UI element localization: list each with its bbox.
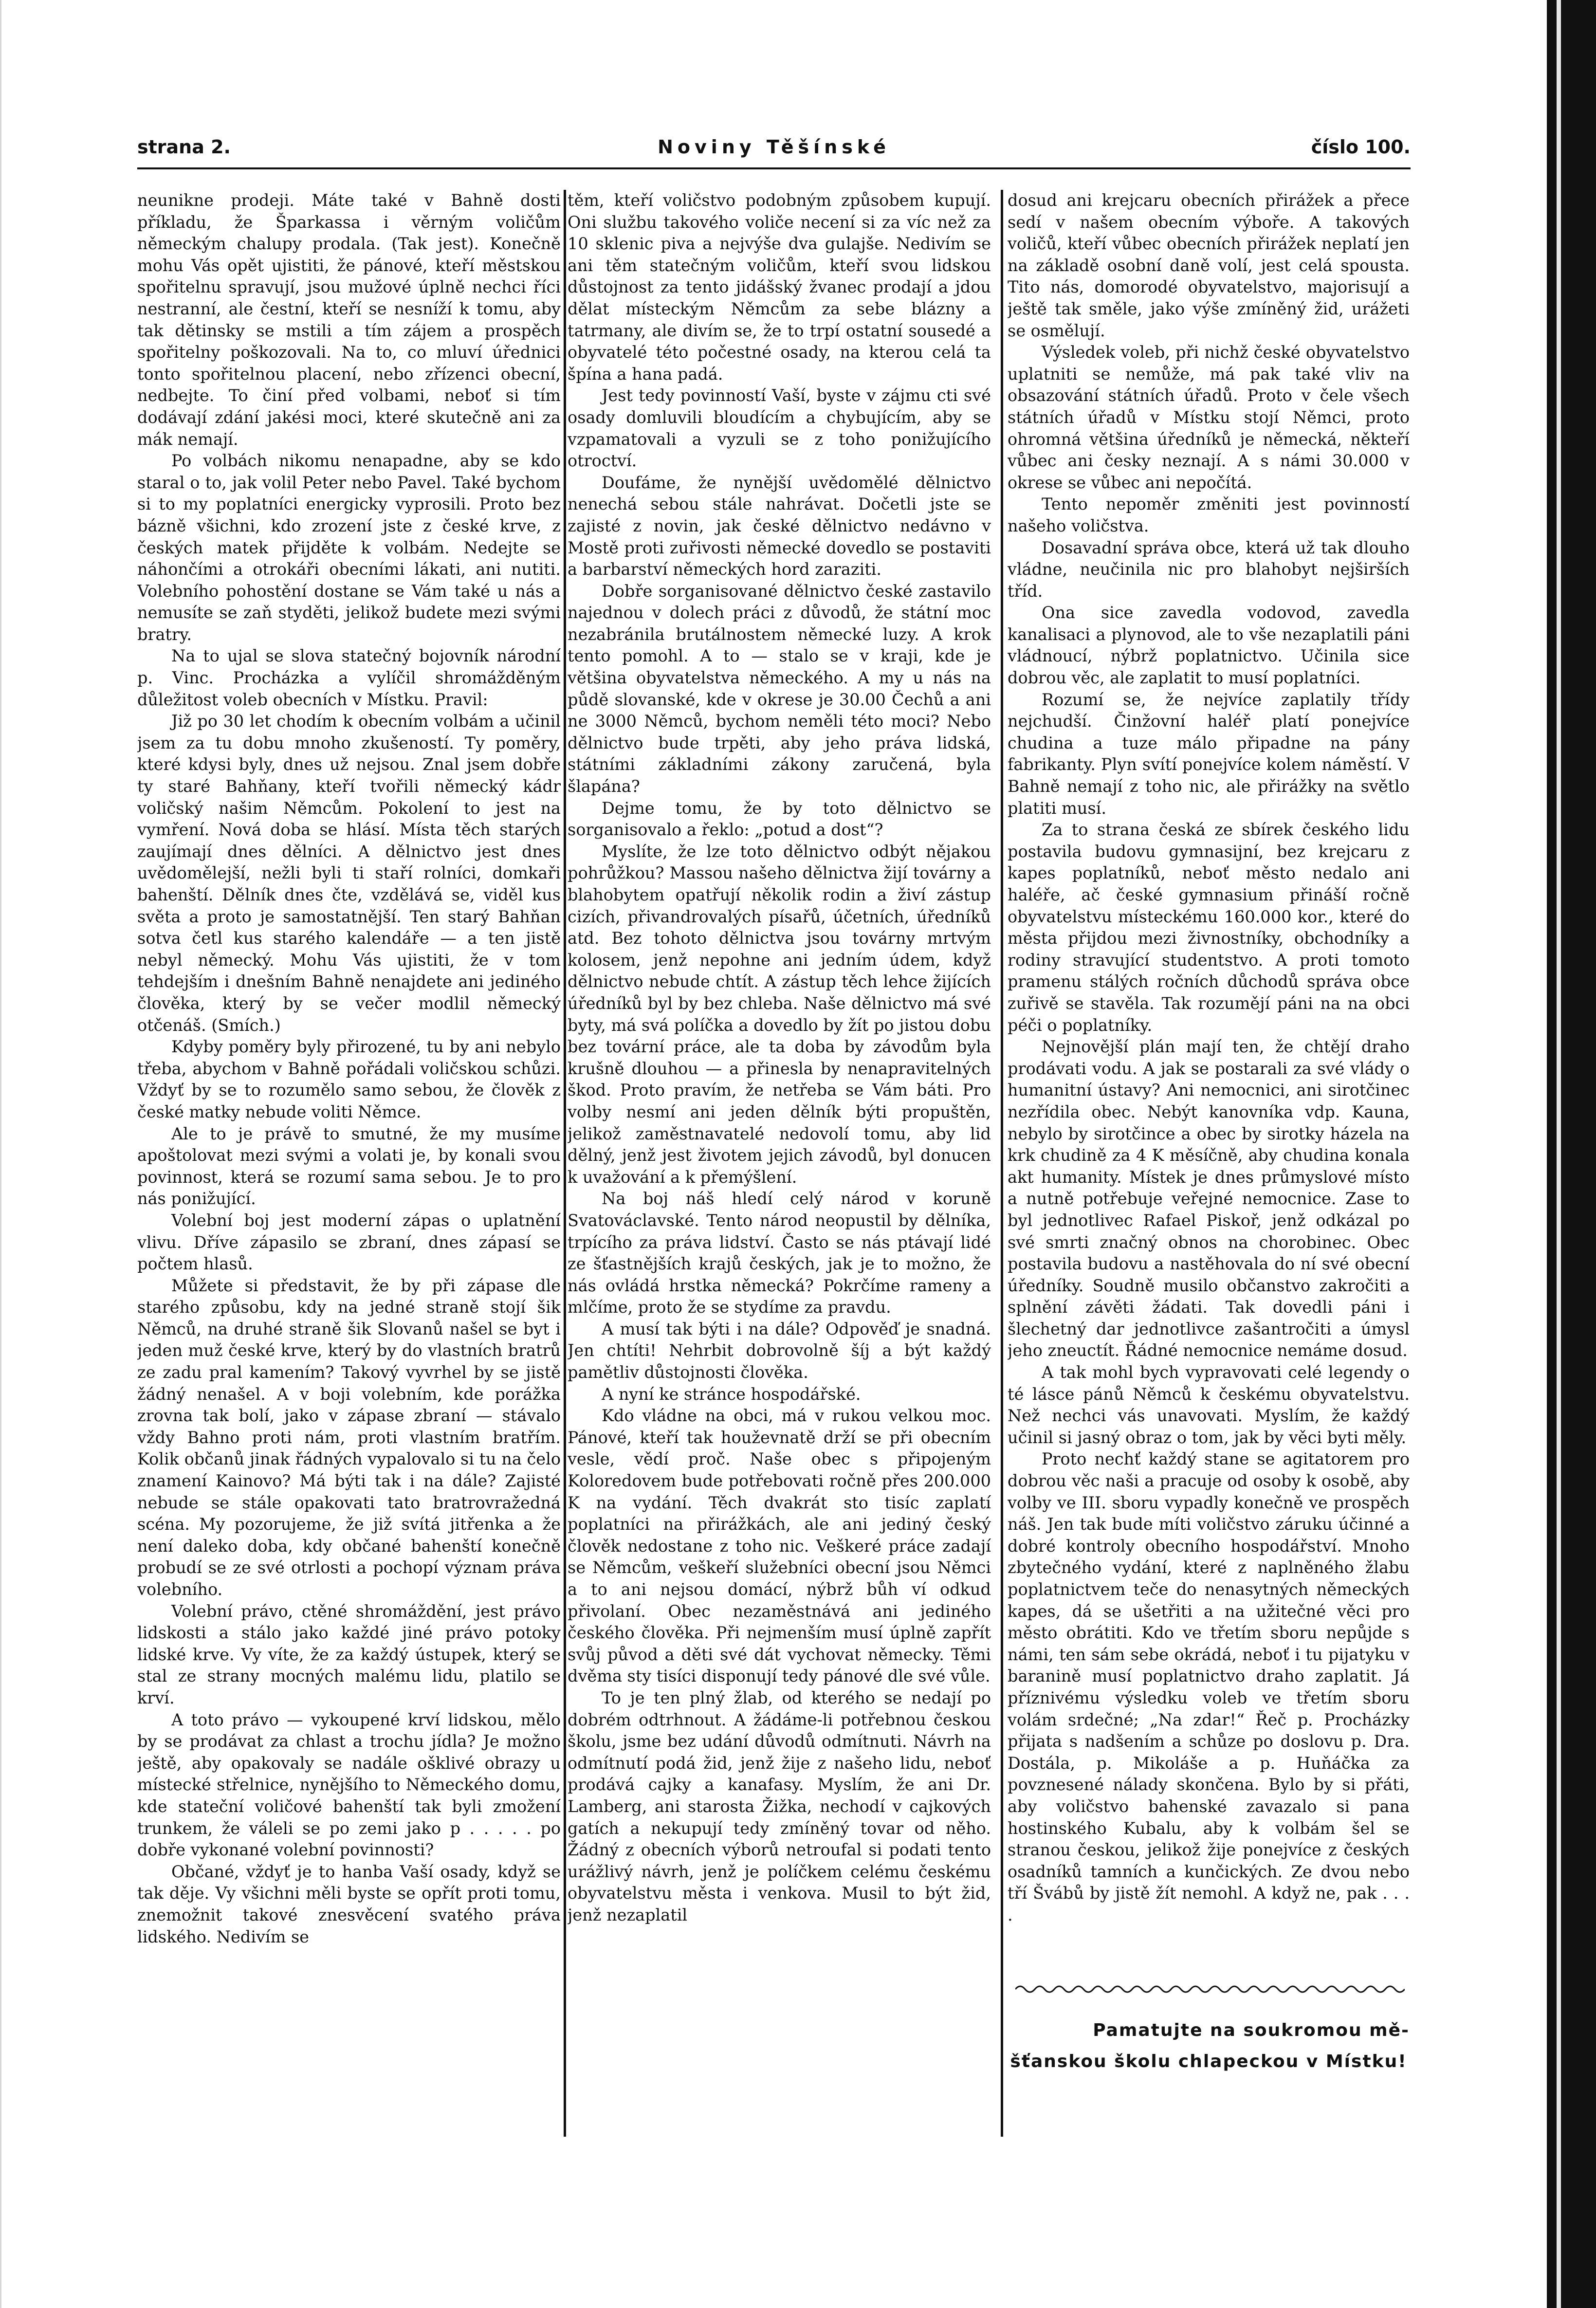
scan-edge-strip [1557, 0, 1561, 2308]
issue-number: číslo 100. [1311, 136, 1411, 158]
notice-line-2: šťanskou školu chlapeckou v Místku! [1010, 2052, 1407, 2071]
paragraph: A musí tak býti i na dále? Odpověď je snadná. Jen chtíti! Nehrbit dobrovolně šíj a být každý pamětliv důstojnosti člověka. [568, 1319, 991, 1382]
paragraph: Proto nechť každý stane se agitatorem pro dobrou věc naši a pracuje od osoby k osobě, aby volby ve III. sboru vypadly konečně ve prospěch náš. Jen tak bude míti voličstvo záruku účinné a dobré kontroly obecního hospodářství. Mnoho zbytečného vydání, které z naplněného žlabu poplatnictvem teče do nenasytných německých kapes, dá se ušetřiti a na užitečné věci pro město obrátiti. Kdo ve třetím sboru nepůjde s námi, ten sám sebe okrádá, neboť i tu pijatyku v baranině musí poplatnictvo draho zaplatit. Já příznivému výsledku voleb ve třetím sboru volám srdečné; „Na zdar!“ Řeč p. Procházky přijata s nadšením a schůze po doslovu p. Dra. Dostála, p. Mikoláše a p. Huňáčka za povznesené nálady skončena. Bylo by si přáti, aby voličstvo bahenské zavazalo si pana hostinského Kubalu, aby k volbám šel se stranou českou, jelikož žije ponejvíce z českých osadníků tamních a kunčických. Ze dvou nebo tří Švábů by jistě žít nemohl. A když ne, pak . . . . [1008, 1449, 1410, 1924]
paragraph: Myslíte, že lze toto dělnictvo odbýt nějakou pohrůžkou? Massou našeho dělnictva žijí továrny a blahobytem opatřují několik rodin a živí zástup cizích, přivandrovalých písařů, účetních, úředníků atd. Bez tohoto dělnictva jsou továrny mrtvým kolosem, jenž nepohne ani jedním údem, když dělnictvo nebude chtít. A zástup těch lehce žijících úředníků byl by bez chleba. Naše dělnictvo má své byty, má svá políčka a dovedlo by žít po jistou dobu bez tovární práce, ale ta doba by závodům byla krušně dlouhou — a přinesla by nenapravitelných škod. Proto pravím, že netřeba se Vám báti. Pro volby nesmí ani jeden dělník býti propuštěn, jelikož zaměstnavatelé nedovolí tomu, aby lid dělný, jenž jest životem jejich závodů, byl donucen k uvažování a k přemýšlení. [568, 842, 991, 1187]
paragraph: neunikne prodeji. Máte také v Bahně dosti příkladu, že Šparkassa i věrným voličům německým chalupy prodala. (Tak jest). Konečně mohu Vás opět ujistiti, že pánové, kteří městskou spořitelnu spravují, jsou mužové úplně nechci říci nestranní, ale čestní, kteří se nesníží k tomu, aby tak dětinsky se mstili a tím zájem a prospěch spořitelny poškozovali. Na to, co mluví úřednici tonto spořitelnou placení, nebo zřízenci obecní, nedbejte. To činí před volbami, neboť si tím dodávají zdání jakési moci, které skutečně ani za mák nemají. [137, 191, 561, 449]
page-number: strana 2. [137, 136, 231, 158]
paragraph: A tak mohl bych vypravovati celé legendy o té lásce pánů Němců k českému obyvatelstvu. Než nechci vás unavovati. Myslím, že každý učinil si jasný obraz o tom, jak by věci byti měly. [1008, 1363, 1410, 1447]
column-1 [137, 190, 561, 2146]
paragraph: Tento nepoměr změniti jest povinností našeho voličstva. [1008, 495, 1410, 535]
paragraph: Na to ujal se slova statečný bojovník národní p. Vinc. Procházka a vylíčil shromážděným důležitost voleb obecních v Místku. Pravil: [137, 646, 561, 709]
paragraph: Za to strana česká ze sbírek českého lidu postavila budovu gymnasijní, bez krejcaru z kapes poplatníků, neboť město nedalo ani haléře, ač české gymnasium přináší ročně obyvatelstvu místeckému 160.000 kor., které do města přijdou mezi živnostníky, obchodníky a rodiny stravující studentstvo. A proti tomoto pramenu stálých ročních důchodů správa obce zuřivě se stavěla. Tak rozumějí páni na na obci péči o poplatníky. [1008, 820, 1410, 1035]
column-3 [1008, 190, 1410, 2146]
scan-edge-right [1547, 0, 1596, 2308]
school-notice [1008, 2015, 1410, 2077]
paragraph: Občané, vždyť je to hanba Vaší osady, když se tak děje. Vy všichni měli byste se opřít proti tomu, znemožnit takové znesvěcení svatého práva lidského. Nedivím se [137, 1862, 561, 1946]
paragraph: Doufáme, že nynější uvědomělé dělnictvo nenechá sebou stále nahrávat. Dočetli jste se zajisté z novin, jak české dělnictvo nedávno v Mostě proti zuřivosti německé dovedlo se postaviti a barbarství německých hord zaraziti. [568, 473, 991, 579]
paragraph: Nejnovější plán mají ten, že chtějí draho prodávati vodu. A jak se postarali za své vlády o humanitní ústavy? Ani nemocnici, ani sirotčinec nezřídila obec. Nebýt kanovníka vdp. Kauna, nebylo by sirotčince a obec by sirotky házela na krk chudině za 4 K měsíčně, aby chudina konala akt humanity. Místek je dnes průmyslové místo a nutně potřebuje veřejné nemocnice. Zase to byl jednotlivec Rafael Piskoř, jenž odkázal po své smrti značný obnos na chorobinec. Obec postavila budovu a nastěhovala do ní své obecní úředníky. Soudně musilo občanstvo zakročiti a splnění závěti žádati. Tak dovedli páni i šlechetný dar jednotlivce zašantročiti a úmysl jeho zneuctít. Řádné nemocnice nemáme dosud. [1008, 1037, 1410, 1360]
paragraph: Jest tedy povinností Vaší, byste v zájmu cti své osady domluvili bloudícím a chybujícím, aby se vzpamatovali a vyzuli se z toho ponižujícího otroctví. [568, 386, 991, 471]
newspaper-title: Noviny Těšínské [658, 136, 890, 158]
paragraph: Dosavadní správa obce, která už tak dlouho vládne, neučinila nic pro blahobyt nejširších tříd. [1008, 538, 1410, 601]
paragraph: Kdyby poměry byly přirozené, tu by ani nebylo třeba, abychom v Bahně pořádali voličskou schůzi. Vždyť by se to rozumělo samo sebou, že člověk z české matky nebude voliti Němce. [137, 1037, 561, 1121]
notice-line-1: Pamatujte na soukromou mě- [1093, 2020, 1410, 2040]
paragraph: Rozumí se, že nejvíce zaplatily třídy nejchudší. Činžovní haléř platí ponejvíce chudina a tuze málo připadne na pány fabrikanty. Plyn svítí ponejvíce kolem náměstí. V Bahně nemají z toho nic, ale přirážky na světlo platiti musí. [1008, 690, 1410, 818]
paragraph: Již po 30 let chodím k obecním volbám a učinil jsem za tu dobu mnoho zkušeností. Ty poměry, které kdysi byly, dnes už nejsou. Znal jsem dobře ty staré Bahňany, kteří tvořili německý kádr voličský našim Němcům. Pokolení to jest na vymření. Nová doba se hlásí. Místa těch starých zaujímají dnes dělníci. A dělnictvo jest dnes uvědomělejší, nežli byli ti staří rolníci, domkaři bahenští. Dělník dnes čte, vzdělává se, viděl kus světa a proto je samostatnější. Ten starý Bahňan sotva četl kus starého kalendáře — a ten jistě nebyl německý. Mohu Vás ujistiti, že v tom tehdejším i dnešním Bahně nenajdete ani jediného člověka, který by se večer modlil německý otčenáš. (Smích.) [137, 712, 561, 1035]
column-divider-2 [1001, 190, 1003, 2137]
paragraph: To je ten plný žlab, od kterého se nedají po dobrém odtrhnout. A žádáme-li potřebnou českou školu, jsme bez udání důvodů odmítnuti. Návrh na odmítnutí podá žid, jenž žije z našeho lidu, neboť prodává cajky a kanafasy. Myslím, že ani Dr. Lamberg, ani starosta Žižka, nechodí v cajkových gatích a nekupují tedy zmíněný tovar od něho. Žádný z obecních výborů netroufal si podati tento urážlivý návrh, jenž je políčkem celému českému obyvatelstvu města i venkova. Musil to být žid, jenž nezaplatil [568, 1688, 991, 1924]
paragraph: těm, kteří voličstvo podobným způsobem kupují. Oni službu takového voliče necení si za víc než za 10 sklenic piva a nejvýše dva gulajše. Nedivím se ani těm statečným voličům, kteří svou lidskou důstojnost za tento jidášský žvanec prodají a jdou dělat místeckým Němcům za sebe blázny a tatrmany, ale divím se, že to trpí ostatní sousedé a obyvatelé této počestné osady, na kterou celá ta špína a hana padá. [568, 191, 991, 384]
paragraph: Po volbách nikomu nenapadne, aby se kdo staral o to, jak volil Peter nebo Pavel. Také bychom si to my poplatníci energicky vyprosili. Proto bez bázně všichni, kdo zrození jste z české krve, z českých matek přijděte k volbám. Nedejte se náhončími a otrokáři obecními lákati, ani nutiti. Volebního pohostění dostane se Vám také u nás a nemusíte se zaň styděti, jelikož budete mezi svými bratry. [137, 451, 561, 644]
paragraph: Volební právo, ctěné shromáždění, jest právo lidskosti a stálo jako každé jiné právo potoky lidské krve. Vy víte, že za každý ústupek, který se stal ze strany mocných malému lidu, platilo se krví. [137, 1601, 561, 1707]
paragraph: A nyní ke stránce hospodářské. [602, 1384, 861, 1404]
paragraph: Kdo vládne na obci, má v rukou velkou moc. Pánové, kteří tak houževnatě drží se při obecním vesle, vědí proč. Naše obec s připojeným Koloredovem bude potřebovati ročně přes 200.000 K na vydání. Těch dvakrát sto tisíc zaplatí poplatníci na přirážkách, ale ani jediný český člověk nedostane z toho nic. Veškeré práce zadají se Němcům, veškeří služebníci obecní jsou Němci a to ani nejsou domácí, nýbrž bůh ví odkud přivolaní. Obec nezaměstnává ani jediného českého člověka. Při nejmenším musí úplně zapřít svůj původ a děti své dát vychovat německy. Těmi dvěma sty tisíci disponují tedy pánové dle své vůle. [568, 1406, 991, 1686]
paragraph: dosud ani krejcaru obecních přirážek a přece sedí v našem obecním výboře. A takových voličů, kteří vůbec obecních přirážek neplatí jen na základě osobní daně volí, jest celá spousta. Tito nás, domorodé obyvatelstvo, majorisují a ještě tak směle, jako výše zmíněný žid, urážeti se osmělují. [1008, 191, 1410, 340]
header-rule [137, 167, 1411, 169]
scan-edge-left [0, 0, 1, 2308]
paragraph: Ona sice zavedla vodovod, zavedla kanalisaci a plynovod, ale to vše nezaplatili páni vládnoucí, nýbrž poplatnictvo. Učinila sice dobrou věc, ale zaplatit to musí poplatníci. [1008, 603, 1410, 688]
paragraph: Můžete si představit, že by při zápase dle starého způsobu, kdy na jedné straně stojí šik Němců, na druhé straně šik Slovanů našel se byt i jeden muž české krve, který by do vlastních bratrů ze zadu pral kamením? Takový vyvrhel by se jistě žádný nenašel. A v boji volebním, kde porážka zrovna tak bolí, jako v zápase zbraní — stávalo vždy Bahno proti nám, proti vlastním bratřím. Kolik občanů jinak řádných vypalovalo si tu na čelo znamení Kainovo? Má býti tak i na dále? Zajisté nebude se stále opakovati tato bratrovražedná scéna. My pozorujeme, že již svítá jitřenka a že není daleko doba, kdy občané bahenští konečně probudí se ze své otrlosti a pochopí význam práva volebního. [137, 1276, 561, 1599]
paragraph: Na boj náš hledí celý národ v koruně Svatováclavské. Tento národ neopustil by dělníka, trpícího za práva lidství. Často se nás ptávají lidé ze šťastnějších krajů českých, jak je to možno, že nás ovládá hrstka německá? Pokrčíme rameny a mlčíme, proto že se stydíme za pravdu. [568, 1189, 991, 1317]
column-2 [568, 190, 991, 2146]
paragraph: A toto právo — vykoupené krví lidskou, mělo by se prodávat za chlast a trochu jídla? Je možno ještě, aby opakovaly se nadále ošklivé obrazy u místecké střelnice, nynějšího to Německého domu, kde stateční voličové bahenští tak byli zmožení trunkem, že váleli se po zemi jako p . . . . . po dobře vykonané volební povinnosti? [137, 1710, 561, 1860]
paragraph: Výsledek voleb, při nichž české obyvatelstvo uplatniti se nemůže, má pak také vliv na obsazování státních úřadů. Proto v čele všech státních úřadů v Místku stojí Němci, proto ohromná většina úředníků je německá, někteří vůbec ani česky neznají. A s námi 30.000 v okrese se vůbec ani nepočítá. [1008, 343, 1410, 492]
wavy-divider [1015, 1983, 1405, 1995]
paragraph: Ale to je právě to smutné, že my musíme apoštolovat mezi svými a volati je, by konali svou povinnost, která se rozumí sama sebou. Je to pro nás ponižující. [137, 1124, 561, 1209]
page-header [137, 136, 1411, 161]
paragraph: Dobře sorganisované dělnictvo české zastavilo najednou v dolech práci z důvodů, že státní moc nezabránila brutálnostem německé luzy. A krok tento pomohl. A to — stalo se v kraji, kde je většina obyvatelstva německého. A my u nás na půdě slovanské, kde v okrese je 30.00 Čechů a ani ne 3000 Němců, bychom neměli této moci? Nebo dělnictvo bude trpěti, aby jeho práva lidská, státními základními zákony zaručená, byla šlapána? [568, 581, 991, 796]
paragraph: Dejme tomu, že by toto dělnictvo se sorganisovalo a řeklo: „potud a dost“? [568, 798, 991, 840]
paragraph: Volební boj jest moderní zápas o uplatnění vlivu. Dříve zápasilo se zbraní, dnes zápasí se počtem hlasů. [137, 1210, 561, 1274]
column-divider-1 [564, 190, 566, 2137]
